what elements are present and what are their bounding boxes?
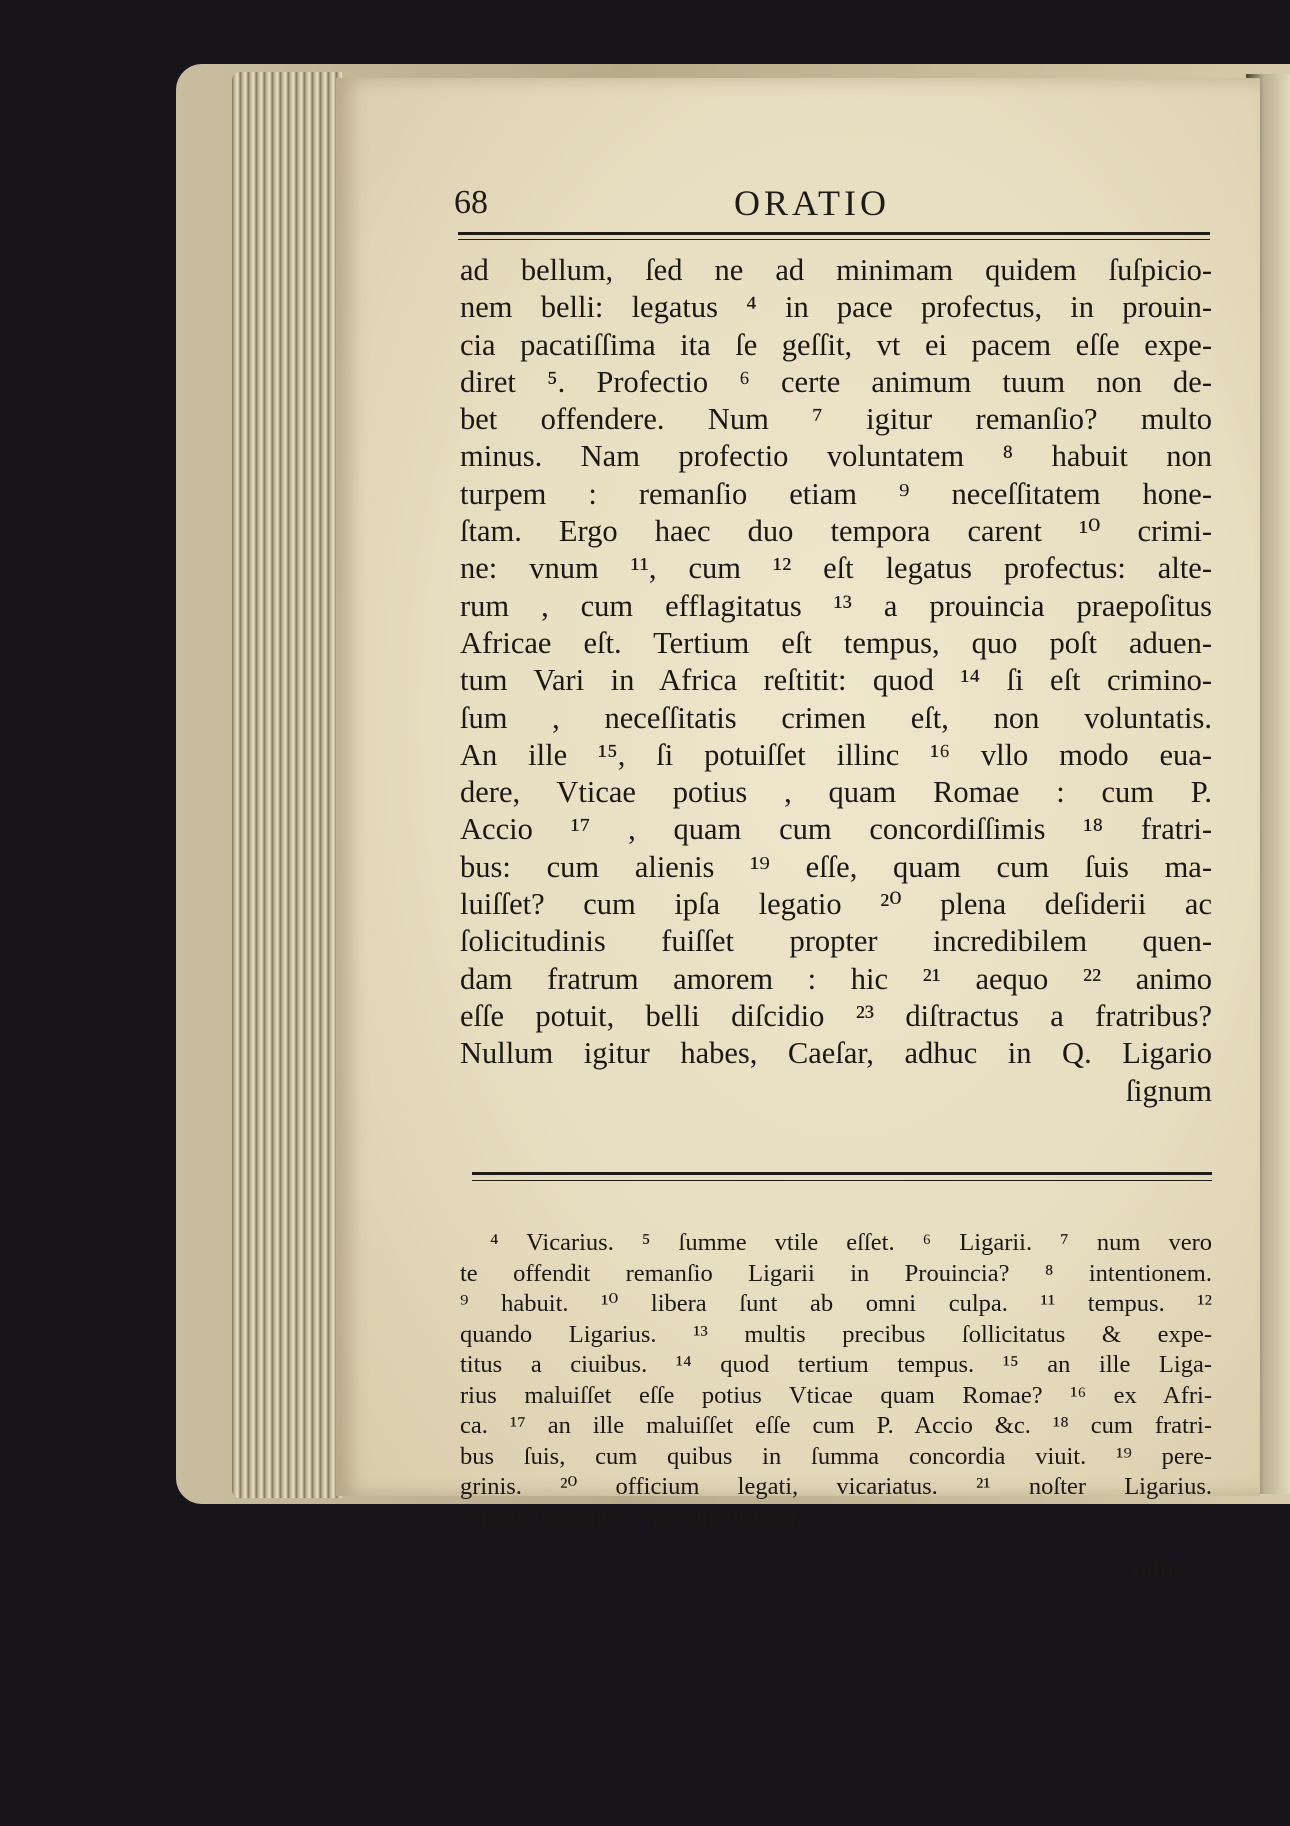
text-line: ſignum xyxy=(1125,1073,1212,1108)
header-rule-thin xyxy=(458,239,1210,240)
text-line: diret ⁵. Profectio ⁶ certe animum tuum non de- xyxy=(460,364,1212,399)
page-header xyxy=(454,178,1214,228)
header-rule xyxy=(458,232,1210,235)
text-line: eſſe potuit, belli diſcidio ²³ diſtractus a fratribus? xyxy=(460,998,1212,1033)
page-edges xyxy=(232,72,342,1498)
text-line: tum Vari in Africa reſtitit: quod ¹⁴ ſi eſt crimino- xyxy=(460,663,1212,698)
text-line: cia pacatiſſima ita ſe geſſit, vt ei pacem eſſe expe- xyxy=(460,327,1212,362)
text-line: dam fratrum amorem : hic ²¹ aequo ²² animo xyxy=(460,961,1212,996)
footnote-line: bus ſuis, cum quibus in ſumma concordia viuit. ¹⁹ pere- xyxy=(460,1442,1212,1470)
footnote-line: rius maluiſſet eſſe potius Vticae quam Romae? ¹⁶ ex Afri- xyxy=(460,1381,1212,1409)
footnote-line: grinis. ²⁰ officium legati, vicariatus. ²¹ noſter Ligarius. xyxy=(460,1473,1212,1500)
body-text xyxy=(460,252,1212,1110)
footnote-line: ca. ¹⁷ an ille maluiſſet eſſe cum P. Accio &c. ¹⁸ cum fratri- xyxy=(460,1412,1212,1439)
text-line: luiſſet? cum ipſa legatio ²⁰ plena deſiderii ac xyxy=(460,887,1212,922)
text-line: ne: vnum ¹¹, cum ¹² eſt legatus profectus: alte- xyxy=(460,551,1212,586)
footnote-line: ⁹ habuit. ¹⁰ libera ſunt ab omni culpa. ¹¹ tempus. ¹² xyxy=(460,1290,1212,1317)
footnote-line: ⁴ Vicarius. ⁵ ſumme vtile eſſet. ⁶ Ligarii. ⁷ num vero xyxy=(490,1229,1212,1256)
footnote-rule-thin xyxy=(472,1180,1212,1181)
text-line: Nullum igitur habes, Caeſar, adhuc in Q. Ligario xyxy=(460,1036,1212,1071)
text-line: ſum , neceſſitatis crimen eſt, non voluntatis. xyxy=(460,700,1212,735)
catchword: ²⁴ odiis xyxy=(1110,1555,1184,1584)
footnote-rule xyxy=(472,1172,1212,1175)
footnote-line: quando Ligarius. ¹³ multis precibus ſollicitatus & expe- xyxy=(460,1320,1212,1348)
text-line: dere, Vticae potius , quam Romae : cum P. xyxy=(460,775,1212,810)
text-line: An ille ¹⁵, ſi potuiſſet illinc ¹⁶ vllo modo eua- xyxy=(460,737,1212,772)
text-line: bet offendere. Num ⁷ igitur remanſio? multo xyxy=(460,402,1212,437)
text-line: Africae eſt. Tertium eſt tempus, quo poſt aduen- xyxy=(460,625,1212,660)
running-head: ORATIO xyxy=(734,183,890,223)
text-line: minus. Nam profectio voluntatem ⁸ habuit non xyxy=(460,439,1212,474)
text-line: nem belli: legatus ⁴ in pace profectus, in prouin- xyxy=(460,290,1212,325)
footnote-line: te offendit remanſio Ligarii in Prouincia? ⁸ intentionem. xyxy=(460,1259,1212,1287)
footnote-line: ²² laeto bonoque. ²³ per diſcordiam. xyxy=(460,1503,802,1531)
page-number: 68 xyxy=(454,184,488,221)
text-line: bus: cum alienis ¹⁹ eſſe, quam cum ſuis ma- xyxy=(460,849,1212,884)
text-line: ad bellum, ſed ne ad minimam quidem ſuſpicio- xyxy=(460,253,1212,287)
footnote-line: titus a ciuibus. ¹⁴ quod tertium tempus. ¹⁵ an ille Liga- xyxy=(460,1351,1212,1378)
text-line: turpem : remanſio etiam ⁹ neceſſitatem hone- xyxy=(460,476,1212,511)
text-line: ſolicitudinis fuiſſet propter incredibilem quen- xyxy=(460,924,1212,959)
text-line: rum , cum efflagitatus ¹³ a prouincia praepoſitus xyxy=(460,588,1212,623)
footnotes xyxy=(460,1228,1212,1533)
text-line: ſtam. Ergo haec duo tempora carent ¹⁰ crimi- xyxy=(460,514,1212,549)
text-line: Accio ¹⁷ , quam cum concordiſſimis ¹⁸ fratri- xyxy=(460,812,1212,847)
